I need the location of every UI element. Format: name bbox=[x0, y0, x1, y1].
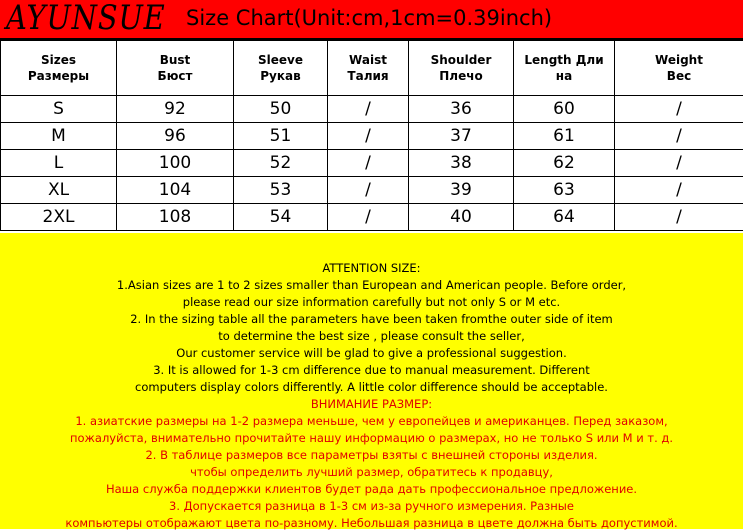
banner bbox=[0, 0, 743, 40]
table-cell: 61 bbox=[514, 123, 615, 150]
note-line-en: Our customer service will be glad to give a professional suggestion. bbox=[0, 345, 743, 362]
table-cell: 39 bbox=[409, 177, 514, 204]
table-row bbox=[1, 204, 743, 231]
table-cell: 40 bbox=[409, 204, 514, 231]
table-cell: 52 bbox=[234, 150, 328, 177]
table-cell: S bbox=[1, 96, 117, 123]
note-line-en: to determine the best size , please consult the seller, bbox=[0, 328, 743, 345]
table-cell: 92 bbox=[117, 96, 234, 123]
column-header bbox=[117, 41, 234, 96]
note-line-ru: Наша служба поддержки клиентов будет рада дать профессиональное предложение. bbox=[0, 481, 743, 498]
table-cell: / bbox=[615, 150, 743, 177]
note-line-en: computers display colors differently. A little color difference should be acceptable. bbox=[0, 379, 743, 396]
table-cell: / bbox=[328, 177, 409, 204]
header-line: Waist bbox=[328, 52, 408, 68]
table-row bbox=[1, 96, 743, 123]
column-header bbox=[615, 41, 743, 96]
note-line-ru: чтобы определить лучший размер, обратитесь к продавцу, bbox=[0, 464, 743, 481]
table-cell: 96 bbox=[117, 123, 234, 150]
table-cell: L bbox=[1, 150, 117, 177]
header-line: Bust bbox=[117, 52, 233, 68]
notes-panel bbox=[0, 233, 743, 529]
table-cell: 2XL bbox=[1, 204, 117, 231]
table-cell: / bbox=[615, 123, 743, 150]
table-cell: 53 bbox=[234, 177, 328, 204]
header-line: Length Дли bbox=[514, 52, 614, 68]
table-cell: 100 bbox=[117, 150, 234, 177]
column-header bbox=[1, 41, 117, 96]
note-line-ru: ВНИМАНИЕ РАЗМЕР: bbox=[0, 396, 743, 413]
table-cell: 63 bbox=[514, 177, 615, 204]
table-cell: 37 bbox=[409, 123, 514, 150]
table-cell: 38 bbox=[409, 150, 514, 177]
header-line: Sleeve bbox=[234, 52, 327, 68]
note-line-ru: 1. азиатские размеры на 1-2 размера меньше, чем у европейцев и американцев. Перед заказом, bbox=[0, 413, 743, 430]
table-cell: 51 bbox=[234, 123, 328, 150]
chart-title: Size Chart(Unit:cm,1cm=0.39inch) bbox=[186, 6, 552, 30]
header-line: на bbox=[514, 68, 614, 84]
table-cell: / bbox=[328, 204, 409, 231]
column-header bbox=[328, 41, 409, 96]
table-cell: / bbox=[328, 123, 409, 150]
note-line-en: 2. In the sizing table all the parameters have been taken fromthe outer side of item bbox=[0, 311, 743, 328]
table-cell: XL bbox=[1, 177, 117, 204]
brand-logo: AYUNSUE bbox=[6, 0, 166, 38]
table-cell: M bbox=[1, 123, 117, 150]
size-table bbox=[0, 40, 743, 231]
note-line-en: 1.Asian sizes are 1 to 2 sizes smaller than European and American people. Before order, bbox=[0, 277, 743, 294]
table-cell: 104 bbox=[117, 177, 234, 204]
table-row bbox=[1, 177, 743, 204]
header-line: Sizes bbox=[1, 52, 116, 68]
header-line: Shoulder bbox=[409, 52, 513, 68]
header-line: Бюст bbox=[117, 68, 233, 84]
note-line-en: please read our size information carefully but not only S or M etc. bbox=[0, 294, 743, 311]
header-line: Размеры bbox=[1, 68, 116, 84]
table-cell: 36 bbox=[409, 96, 514, 123]
column-header bbox=[409, 41, 514, 96]
header-line: Плечо bbox=[409, 68, 513, 84]
header-line: Вес bbox=[615, 68, 743, 84]
table-row bbox=[1, 150, 743, 177]
note-line-en: ATTENTION SIZE: bbox=[0, 260, 743, 277]
table-cell: / bbox=[615, 177, 743, 204]
note-line-en: 3. It is allowed for 1-3 cm difference due to manual measurement. Different bbox=[0, 362, 743, 379]
table-cell: / bbox=[328, 96, 409, 123]
table-cell: / bbox=[615, 96, 743, 123]
note-line-ru: компьютеры отображают цвета по-разному. Небольшая разница в цвете должна быть допустимой. bbox=[0, 515, 743, 532]
table-cell: / bbox=[328, 150, 409, 177]
table-cell: 64 bbox=[514, 204, 615, 231]
table-cell: / bbox=[615, 204, 743, 231]
table-cell: 108 bbox=[117, 204, 234, 231]
note-line-ru: пожалуйста, внимательно прочитайте нашу информацию о размерах, но не только S или M и т. д. bbox=[0, 430, 743, 447]
header-line: Рукав bbox=[234, 68, 327, 84]
table-row bbox=[1, 123, 743, 150]
table-cell: 54 bbox=[234, 204, 328, 231]
note-line-ru: 3. Допускается разница в 1-3 см из-за ручного измерения. Разные bbox=[0, 498, 743, 515]
header-line: Weight bbox=[615, 52, 743, 68]
table-cell: 50 bbox=[234, 96, 328, 123]
column-header bbox=[234, 41, 328, 96]
note-line-ru: 2. В таблице размеров все параметры взяты с внешней стороны изделия. bbox=[0, 447, 743, 464]
column-header bbox=[514, 41, 615, 96]
header-line: Талия bbox=[328, 68, 408, 84]
table-cell: 60 bbox=[514, 96, 615, 123]
table-cell: 62 bbox=[514, 150, 615, 177]
